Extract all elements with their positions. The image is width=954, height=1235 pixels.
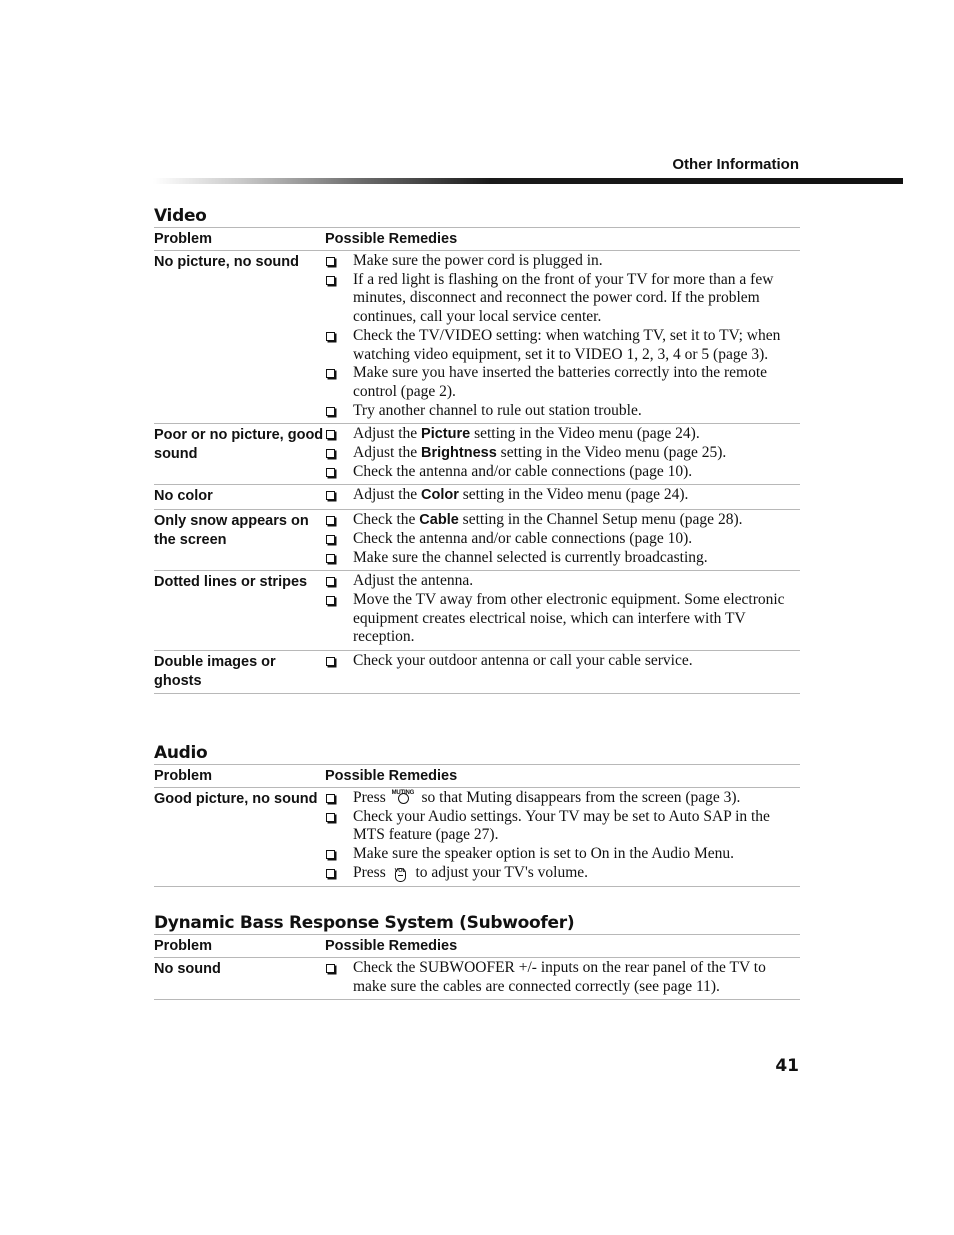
icon-shape [398, 793, 409, 804]
remedy-text: Make sure the channel selected is currently broadcasting. [353, 548, 708, 566]
checkbox-bullet-icon [325, 402, 353, 421]
checkbox-bullet-icon [325, 591, 353, 647]
remedy-text: Move the TV away from other electronic equipment. Some electronic equipment creates electrical noise, which can interfere with TV reception. [353, 590, 785, 646]
remedy-text-part: Press [353, 789, 390, 806]
setting-keyword: Picture [421, 426, 471, 443]
checkbox-bullet-icon [325, 549, 353, 568]
column-header-problem: Problem [154, 231, 213, 247]
remedy-item [325, 572, 800, 591]
remedy-text-part: Adjust the [353, 486, 422, 504]
remedy-table [154, 764, 800, 887]
remedy-text-part: Adjust the [353, 425, 422, 443]
table-row [154, 510, 800, 571]
section-video [154, 205, 800, 694]
remedy-item [325, 402, 800, 421]
remedy-text-part: setting in the Video menu (page 24). [458, 486, 689, 504]
checkbox-bullet-icon [325, 959, 353, 996]
checkbox-bullet-icon [325, 463, 353, 482]
remedy-text: Adjust the antenna. [353, 572, 474, 590]
checkbox-bullet-icon [325, 271, 353, 327]
setting-keyword: Color [421, 487, 459, 504]
remedy-item [325, 808, 800, 845]
checkbox-bullet-icon [325, 252, 353, 271]
checkbox-bullet-icon [325, 327, 353, 364]
checkbox-bullet-icon [325, 789, 353, 808]
table-header [154, 765, 800, 788]
remedy-table [154, 227, 800, 694]
remedy-text-part: setting in the Video menu (page 25). [496, 444, 727, 462]
checkbox-bullet-icon [325, 444, 353, 463]
remedy-item [325, 549, 800, 568]
remedy-text [353, 486, 800, 505]
remedy-item [325, 463, 800, 482]
remedy-text [353, 789, 800, 808]
section-subwoofer [154, 912, 800, 1000]
column-header-remedies: Possible Remedies [325, 231, 458, 247]
checkbox-bullet-icon [325, 425, 353, 444]
remedy-item [325, 444, 800, 463]
header-title: Other Information [672, 156, 799, 173]
remedy-text-part: setting in the Video menu (page 24). [470, 425, 700, 443]
remedy-text: Make sure the speaker option is set to On in the Audio Menu. [353, 845, 734, 863]
setting-keyword: Cable [419, 512, 459, 529]
remedy-list [325, 486, 800, 506]
remedy-text: Make sure you have inserted the batteries correctly into the remote control (page 2). [353, 364, 768, 400]
remedy-item [325, 789, 800, 808]
table-row [154, 788, 800, 887]
remedy-text-part: Check the [353, 511, 420, 529]
table-row [154, 958, 800, 1000]
checkbox-bullet-icon [325, 572, 353, 591]
icon-label: MUTING [391, 790, 415, 796]
column-header-problem: Problem [154, 938, 213, 954]
setting-keyword: Brightness [421, 445, 497, 462]
remedy-text [353, 425, 800, 444]
remedy-list [325, 572, 800, 647]
remedy-item [325, 511, 800, 530]
remedy-text-part: setting in the Channel Setup menu (page 28). [458, 511, 743, 529]
volume-button-icon [390, 864, 412, 882]
remedy-item [325, 425, 800, 444]
remedy-text [353, 444, 800, 463]
column-header-remedies: Possible Remedies [325, 938, 458, 954]
remedy-text: Check the antenna and/or cable connections (page 10). [353, 462, 693, 480]
remedy-text [353, 864, 800, 883]
remedy-item [325, 327, 800, 364]
table-row [154, 651, 800, 694]
table-row [154, 424, 800, 485]
remedy-item [325, 959, 800, 996]
remedy-item [325, 486, 800, 505]
remedy-list [325, 252, 800, 420]
column-header-problem: Problem [154, 768, 213, 784]
remedy-text-part: Adjust the [353, 444, 422, 462]
remedy-text: Check the SUBWOOFER +/- inputs on the rear panel of the TV to make sure the cables are connected correctly (see page 11). [353, 959, 766, 995]
remedy-list [325, 425, 800, 481]
remedy-text-part: so that Muting disappears from the screen (page 3). [417, 789, 741, 806]
section-audio [154, 742, 800, 887]
checkbox-bullet-icon [325, 511, 353, 530]
remedy-item [325, 271, 800, 327]
table-row [154, 571, 800, 651]
remedy-list [325, 511, 800, 567]
remedy-list [325, 959, 800, 996]
remedy-text: Try another channel to rule out station trouble. [353, 401, 642, 419]
problem-text: No picture, no sound [154, 254, 299, 270]
remedy-item [325, 864, 800, 883]
problem-text: Only snow appears on the screen [154, 513, 309, 548]
table-header [154, 935, 800, 958]
remedy-item [325, 530, 800, 549]
checkbox-bullet-icon [325, 530, 353, 549]
icon-shape [395, 868, 406, 882]
remedy-item [325, 591, 800, 647]
table-header [154, 228, 800, 251]
remedy-item [325, 252, 800, 271]
table-row [154, 251, 800, 424]
problem-text: Dotted lines or stripes [154, 574, 308, 591]
table-row [154, 485, 800, 510]
remedy-text: Check your Audio settings. Your TV may be set to Auto SAP in the MTS feature (page 27). [353, 807, 770, 844]
remedy-item [325, 364, 800, 401]
remedy-text: Check the antenna and/or cable connections (page 10). [353, 529, 693, 547]
header-rule [153, 178, 903, 184]
remedy-text: Make sure the power cord is plugged in. [353, 252, 603, 269]
checkbox-bullet-icon [325, 486, 353, 505]
problem-text: Good picture, no sound [154, 791, 318, 807]
checkbox-bullet-icon [325, 652, 353, 671]
problem-text: Double images or ghosts [154, 654, 276, 689]
section-title: Audio [154, 743, 208, 763]
section-title: Video [154, 206, 207, 226]
problem-text: No color [154, 488, 213, 505]
problem-text: Poor or no picture, good sound [154, 427, 324, 463]
remedy-list [325, 652, 800, 690]
section-title: Dynamic Bass Response System (Subwoofer) [154, 913, 575, 933]
remedy-list [325, 789, 800, 883]
problem-text: No sound [154, 961, 221, 977]
checkbox-bullet-icon [325, 864, 353, 883]
remedy-table [154, 934, 800, 1000]
checkbox-bullet-icon [325, 808, 353, 845]
column-header-remedies: Possible Remedies [325, 768, 458, 784]
remedy-text: Check your outdoor antenna or call your cable service. [353, 652, 693, 670]
remedy-text-part: Press [353, 863, 390, 881]
muting-button-icon [390, 790, 418, 804]
remedy-text-part: to adjust your TV's volume. [411, 863, 589, 881]
icon-label: VOL [394, 867, 406, 874]
page-number: 41 [775, 1056, 799, 1076]
remedy-text [353, 511, 800, 530]
remedy-text: If a red light is flashing on the front of your TV for more than a few minutes, disconnect and reconnect the power cord. If the problem continues, call your local service center. [353, 270, 774, 326]
checkbox-bullet-icon [325, 364, 353, 401]
remedy-text: Check the TV/VIDEO setting: when watching TV, set it to TV; when watching video equipment, set it to VIDEO 1, 2, 3, 4 or 5 (page 3). [353, 326, 781, 363]
checkbox-bullet-icon [325, 845, 353, 864]
remedy-item [325, 652, 800, 671]
